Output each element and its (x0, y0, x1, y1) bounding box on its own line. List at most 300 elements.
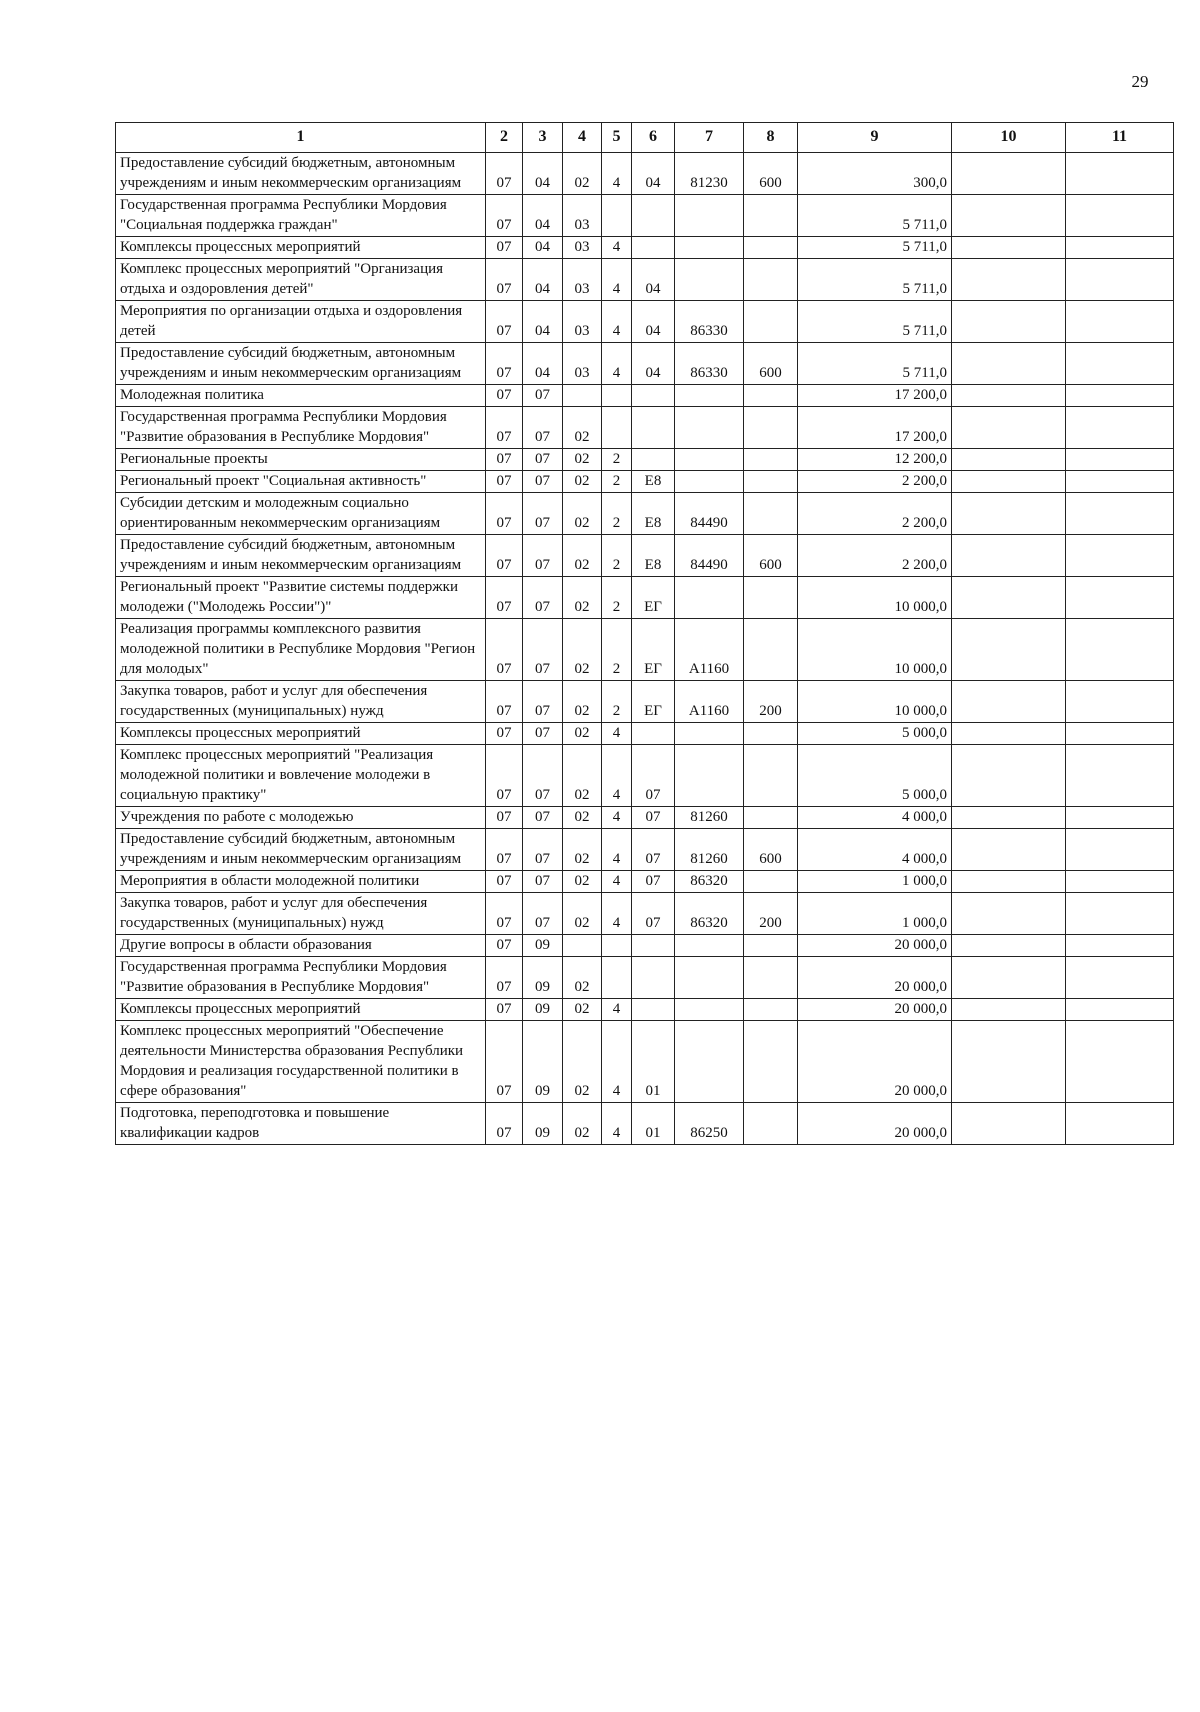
amount-cell: 10 000,0 (798, 577, 952, 619)
amount-cell: 10 000,0 (798, 681, 952, 723)
column-10-cell (952, 195, 1066, 237)
subsection-code-cell: 07 (523, 807, 563, 829)
program-code-cell: 02 (563, 449, 602, 471)
program-type-cell: 2 (602, 619, 632, 681)
column-10-cell (952, 935, 1066, 957)
expense-type-cell (744, 471, 798, 493)
amount-cell: 20 000,0 (798, 1021, 952, 1103)
column-header: 1 (116, 123, 486, 153)
expense-type-cell (744, 385, 798, 407)
table-row (116, 999, 1174, 1021)
direction-code-cell: 84490 (675, 493, 744, 535)
column-11-cell (1066, 807, 1174, 829)
column-header: 11 (1066, 123, 1174, 153)
amount-cell: 5 711,0 (798, 343, 952, 385)
section-code-cell: 07 (486, 935, 523, 957)
subsection-code-cell: 09 (523, 935, 563, 957)
table-row (116, 385, 1174, 407)
direction-code-cell: 86320 (675, 893, 744, 935)
direction-code-cell: А1160 (675, 681, 744, 723)
direction-code-cell: 86250 (675, 1103, 744, 1145)
program-code-cell: 02 (563, 893, 602, 935)
column-11-cell (1066, 259, 1174, 301)
section-code-cell: 07 (486, 871, 523, 893)
direction-code-cell (675, 195, 744, 237)
column-10-cell (952, 153, 1066, 195)
expense-type-cell (744, 301, 798, 343)
subsection-code-cell: 07 (523, 471, 563, 493)
subprogram-code-cell: 04 (632, 153, 675, 195)
subsection-code-cell: 04 (523, 153, 563, 195)
subsection-code-cell: 07 (523, 745, 563, 807)
program-type-cell: 4 (602, 829, 632, 871)
amount-cell: 20 000,0 (798, 935, 952, 957)
section-code-cell: 07 (486, 493, 523, 535)
subsection-code-cell: 09 (523, 999, 563, 1021)
section-code-cell: 07 (486, 619, 523, 681)
section-code-cell: 07 (486, 153, 523, 195)
table-row (116, 681, 1174, 723)
table-body (116, 153, 1174, 1145)
subprogram-code-cell: 04 (632, 301, 675, 343)
program-type-cell: 4 (602, 301, 632, 343)
amount-cell: 5 000,0 (798, 745, 952, 807)
program-code-cell: 02 (563, 829, 602, 871)
column-11-cell (1066, 153, 1174, 195)
table-row (116, 893, 1174, 935)
subprogram-code-cell (632, 723, 675, 745)
row-name-cell: Мероприятия по организации отдыха и оздоровления детей (116, 301, 486, 343)
expense-type-cell: 600 (744, 535, 798, 577)
program-type-cell: 2 (602, 535, 632, 577)
column-11-cell (1066, 893, 1174, 935)
program-type-cell: 2 (602, 681, 632, 723)
column-11-cell (1066, 385, 1174, 407)
program-code-cell: 03 (563, 259, 602, 301)
expense-type-cell (744, 745, 798, 807)
row-name-cell: Закупка товаров, работ и услуг для обеспечения государственных (муниципальных) нужд (116, 893, 486, 935)
row-name-cell: Комплекс процессных мероприятий "Обеспечение деятельности Министерства образования Республики Мордовия и реализация государственной политики в сфере образования" (116, 1021, 486, 1103)
program-type-cell: 4 (602, 259, 632, 301)
program-code-cell: 02 (563, 471, 602, 493)
column-11-cell (1066, 999, 1174, 1021)
subsection-code-cell: 09 (523, 1021, 563, 1103)
amount-cell: 17 200,0 (798, 385, 952, 407)
column-11-cell (1066, 237, 1174, 259)
subprogram-code-cell (632, 957, 675, 999)
subprogram-code-cell (632, 449, 675, 471)
amount-cell: 4 000,0 (798, 807, 952, 829)
subprogram-code-cell: ЕГ (632, 619, 675, 681)
subsection-code-cell: 04 (523, 237, 563, 259)
subprogram-code-cell: ЕГ (632, 681, 675, 723)
subprogram-code-cell: 07 (632, 893, 675, 935)
direction-code-cell: 84490 (675, 535, 744, 577)
row-name-cell: Реализация программы комплексного развития молодежной политики в Республике Мордовия "Регион для молодых" (116, 619, 486, 681)
amount-cell: 1 000,0 (798, 893, 952, 935)
expense-type-cell: 600 (744, 829, 798, 871)
direction-code-cell (675, 471, 744, 493)
column-11-cell (1066, 343, 1174, 385)
table-row (116, 153, 1174, 195)
section-code-cell: 07 (486, 999, 523, 1021)
subsection-code-cell: 04 (523, 259, 563, 301)
column-11-cell (1066, 619, 1174, 681)
row-name-cell: Региональные проекты (116, 449, 486, 471)
amount-cell: 17 200,0 (798, 407, 952, 449)
column-11-cell (1066, 1021, 1174, 1103)
program-type-cell: 4 (602, 1103, 632, 1145)
column-10-cell (952, 957, 1066, 999)
section-code-cell: 07 (486, 829, 523, 871)
subsection-code-cell: 09 (523, 957, 563, 999)
direction-code-cell (675, 385, 744, 407)
column-10-cell (952, 1103, 1066, 1145)
direction-code-cell: 86330 (675, 343, 744, 385)
subprogram-code-cell: ЕГ (632, 577, 675, 619)
amount-cell: 5 711,0 (798, 259, 952, 301)
program-code-cell: 02 (563, 745, 602, 807)
column-10-cell (952, 871, 1066, 893)
section-code-cell: 07 (486, 301, 523, 343)
amount-cell: 1 000,0 (798, 871, 952, 893)
row-name-cell: Предоставление субсидий бюджетным, автономным учреждениям и иным некоммерческим организациям (116, 343, 486, 385)
program-code-cell (563, 935, 602, 957)
amount-cell: 5 711,0 (798, 237, 952, 259)
amount-cell: 2 200,0 (798, 471, 952, 493)
expense-type-cell: 200 (744, 681, 798, 723)
row-name-cell: Региональный проект "Развитие системы поддержки молодежи ("Молодежь России")" (116, 577, 486, 619)
program-code-cell: 02 (563, 871, 602, 893)
section-code-cell: 07 (486, 385, 523, 407)
subprogram-code-cell (632, 407, 675, 449)
column-11-cell (1066, 471, 1174, 493)
subsection-code-cell: 07 (523, 893, 563, 935)
program-code-cell: 02 (563, 493, 602, 535)
column-11-cell (1066, 407, 1174, 449)
column-10-cell (952, 723, 1066, 745)
amount-cell: 20 000,0 (798, 957, 952, 999)
expense-type-cell (744, 449, 798, 471)
subsection-code-cell: 07 (523, 577, 563, 619)
amount-cell: 5 711,0 (798, 195, 952, 237)
column-10-cell (952, 535, 1066, 577)
program-type-cell (602, 385, 632, 407)
column-header: 2 (486, 123, 523, 153)
program-type-cell: 4 (602, 343, 632, 385)
table-row (116, 471, 1174, 493)
subprogram-code-cell: 04 (632, 259, 675, 301)
subsection-code-cell: 07 (523, 829, 563, 871)
row-name-cell: Учреждения по работе с молодежью (116, 807, 486, 829)
program-type-cell: 2 (602, 493, 632, 535)
direction-code-cell (675, 449, 744, 471)
subsection-code-cell: 07 (523, 681, 563, 723)
column-header: 8 (744, 123, 798, 153)
subsection-code-cell: 04 (523, 195, 563, 237)
section-code-cell: 07 (486, 957, 523, 999)
row-name-cell: Другие вопросы в области образования (116, 935, 486, 957)
section-code-cell: 07 (486, 1103, 523, 1145)
subprogram-code-cell: 04 (632, 343, 675, 385)
column-10-cell (952, 681, 1066, 723)
table-row (116, 619, 1174, 681)
program-code-cell: 02 (563, 807, 602, 829)
program-type-cell: 4 (602, 807, 632, 829)
subsection-code-cell: 07 (523, 493, 563, 535)
program-code-cell: 02 (563, 681, 602, 723)
row-name-cell: Комплекс процессных мероприятий "Реализация молодежной политики и вовлечение молодежи в социальную практику" (116, 745, 486, 807)
row-name-cell: Молодежная политика (116, 385, 486, 407)
program-code-cell: 02 (563, 407, 602, 449)
row-name-cell: Комплексы процессных мероприятий (116, 723, 486, 745)
direction-code-cell (675, 723, 744, 745)
table-row (116, 535, 1174, 577)
table-row (116, 301, 1174, 343)
column-10-cell (952, 237, 1066, 259)
row-name-cell: Комплексы процессных мероприятий (116, 237, 486, 259)
expense-type-cell: 600 (744, 153, 798, 195)
expense-type-cell (744, 259, 798, 301)
expense-type-cell (744, 1103, 798, 1145)
direction-code-cell: А1160 (675, 619, 744, 681)
column-10-cell (952, 999, 1066, 1021)
direction-code-cell (675, 935, 744, 957)
expense-type-cell (744, 195, 798, 237)
program-type-cell: 4 (602, 999, 632, 1021)
section-code-cell: 07 (486, 807, 523, 829)
amount-cell: 4 000,0 (798, 829, 952, 871)
direction-code-cell (675, 957, 744, 999)
column-header: 9 (798, 123, 952, 153)
program-type-cell: 4 (602, 893, 632, 935)
program-code-cell: 03 (563, 195, 602, 237)
row-name-cell: Государственная программа Республики Мордовия "Развитие образования в Республике Мордовия" (116, 407, 486, 449)
expense-type-cell: 600 (744, 343, 798, 385)
expense-type-cell (744, 935, 798, 957)
column-11-cell (1066, 1103, 1174, 1145)
column-10-cell (952, 1021, 1066, 1103)
program-type-cell: 4 (602, 237, 632, 259)
expense-type-cell (744, 237, 798, 259)
program-type-cell: 4 (602, 871, 632, 893)
column-10-cell (952, 385, 1066, 407)
subprogram-code-cell: E8 (632, 493, 675, 535)
program-type-cell (602, 957, 632, 999)
program-code-cell: 02 (563, 153, 602, 195)
section-code-cell: 07 (486, 893, 523, 935)
program-type-cell (602, 195, 632, 237)
expense-type-cell (744, 407, 798, 449)
row-name-cell: Субсидии детским и молодежным социально ориентированным некоммерческим организациям (116, 493, 486, 535)
program-type-cell: 4 (602, 153, 632, 195)
direction-code-cell (675, 999, 744, 1021)
program-code-cell: 02 (563, 1103, 602, 1145)
subsection-code-cell: 07 (523, 449, 563, 471)
row-name-cell: Подготовка, переподготовка и повышение квалификации кадров (116, 1103, 486, 1145)
row-name-cell: Государственная программа Республики Мордовия "Развитие образования в Республике Мордовия" (116, 957, 486, 999)
direction-code-cell: 81260 (675, 829, 744, 871)
program-type-cell (602, 935, 632, 957)
expense-type-cell: 200 (744, 893, 798, 935)
subsection-code-cell: 07 (523, 619, 563, 681)
subprogram-code-cell: 07 (632, 829, 675, 871)
program-code-cell: 03 (563, 237, 602, 259)
program-type-cell: 4 (602, 745, 632, 807)
column-header: 5 (602, 123, 632, 153)
table-row (116, 871, 1174, 893)
amount-cell: 20 000,0 (798, 1103, 952, 1145)
amount-cell: 5 000,0 (798, 723, 952, 745)
expense-type-cell (744, 577, 798, 619)
direction-code-cell (675, 577, 744, 619)
subprogram-code-cell: 01 (632, 1021, 675, 1103)
program-code-cell: 02 (563, 1021, 602, 1103)
expense-type-cell (744, 999, 798, 1021)
program-type-cell: 2 (602, 449, 632, 471)
page-number: 29 (1131, 72, 1149, 91)
section-code-cell: 07 (486, 681, 523, 723)
row-name-cell: Закупка товаров, работ и услуг для обеспечения государственных (муниципальных) нужд (116, 681, 486, 723)
direction-code-cell: 81260 (675, 807, 744, 829)
column-header: 6 (632, 123, 675, 153)
section-code-cell: 07 (486, 577, 523, 619)
column-11-cell (1066, 745, 1174, 807)
section-code-cell: 07 (486, 343, 523, 385)
expense-type-cell (744, 619, 798, 681)
expense-type-cell (744, 493, 798, 535)
column-10-cell (952, 893, 1066, 935)
column-11-cell (1066, 957, 1174, 999)
section-code-cell: 07 (486, 449, 523, 471)
expense-type-cell (744, 871, 798, 893)
subsection-code-cell: 07 (523, 407, 563, 449)
amount-cell: 12 200,0 (798, 449, 952, 471)
table-row (116, 195, 1174, 237)
amount-cell: 20 000,0 (798, 999, 952, 1021)
section-code-cell: 07 (486, 195, 523, 237)
row-name-cell: Предоставление субсидий бюджетным, автономным учреждениям и иным некоммерческим организациям (116, 535, 486, 577)
expense-type-cell (744, 723, 798, 745)
row-name-cell: Комплексы процессных мероприятий (116, 999, 486, 1021)
subprogram-code-cell (632, 385, 675, 407)
column-11-cell (1066, 723, 1174, 745)
program-type-cell: 4 (602, 1021, 632, 1103)
program-code-cell: 02 (563, 957, 602, 999)
direction-code-cell: 86320 (675, 871, 744, 893)
subsection-code-cell: 07 (523, 535, 563, 577)
direction-code-cell (675, 237, 744, 259)
column-header: 10 (952, 123, 1066, 153)
subprogram-code-cell: E8 (632, 471, 675, 493)
direction-code-cell (675, 407, 744, 449)
table-row (116, 745, 1174, 807)
amount-cell: 10 000,0 (798, 619, 952, 681)
section-code-cell: 07 (486, 1021, 523, 1103)
column-11-cell (1066, 681, 1174, 723)
column-11-cell (1066, 535, 1174, 577)
direction-code-cell: 81230 (675, 153, 744, 195)
direction-code-cell (675, 259, 744, 301)
row-name-cell: Предоставление субсидий бюджетным, автономным учреждениям и иным некоммерческим организациям (116, 153, 486, 195)
subsection-code-cell: 07 (523, 385, 563, 407)
table-header-row (116, 123, 1174, 153)
section-code-cell: 07 (486, 535, 523, 577)
amount-cell: 2 200,0 (798, 535, 952, 577)
table-row (116, 829, 1174, 871)
table-row (116, 1103, 1174, 1145)
program-code-cell: 02 (563, 577, 602, 619)
column-11-cell (1066, 871, 1174, 893)
column-10-cell (952, 301, 1066, 343)
row-name-cell: Комплекс процессных мероприятий "Организация отдыха и оздоровления детей" (116, 259, 486, 301)
column-10-cell (952, 619, 1066, 681)
program-type-cell: 4 (602, 723, 632, 745)
subprogram-code-cell: E8 (632, 535, 675, 577)
column-11-cell (1066, 449, 1174, 471)
subprogram-code-cell: 07 (632, 871, 675, 893)
column-10-cell (952, 493, 1066, 535)
column-10-cell (952, 577, 1066, 619)
row-name-cell: Государственная программа Республики Мордовия "Социальная поддержка граждан" (116, 195, 486, 237)
program-code-cell: 02 (563, 723, 602, 745)
subprogram-code-cell (632, 935, 675, 957)
table-row (116, 343, 1174, 385)
program-type-cell: 2 (602, 577, 632, 619)
column-11-cell (1066, 195, 1174, 237)
direction-code-cell (675, 1021, 744, 1103)
column-11-cell (1066, 577, 1174, 619)
section-code-cell: 07 (486, 407, 523, 449)
column-header: 7 (675, 123, 744, 153)
row-name-cell: Предоставление субсидий бюджетным, автономным учреждениям и иным некоммерческим организациям (116, 829, 486, 871)
column-11-cell (1066, 829, 1174, 871)
column-10-cell (952, 407, 1066, 449)
table-row (116, 1021, 1174, 1103)
subsection-code-cell: 04 (523, 343, 563, 385)
table-row (116, 259, 1174, 301)
amount-cell: 300,0 (798, 153, 952, 195)
expense-type-cell (744, 1021, 798, 1103)
section-code-cell: 07 (486, 723, 523, 745)
column-10-cell (952, 259, 1066, 301)
program-code-cell (563, 385, 602, 407)
column-10-cell (952, 807, 1066, 829)
column-header: 3 (523, 123, 563, 153)
subsection-code-cell: 07 (523, 723, 563, 745)
table-row (116, 493, 1174, 535)
program-code-cell: 02 (563, 999, 602, 1021)
row-name-cell: Региональный проект "Социальная активность" (116, 471, 486, 493)
column-10-cell (952, 343, 1066, 385)
direction-code-cell (675, 745, 744, 807)
column-11-cell (1066, 935, 1174, 957)
program-code-cell: 03 (563, 343, 602, 385)
program-code-cell: 02 (563, 619, 602, 681)
column-10-cell (952, 745, 1066, 807)
program-code-cell: 03 (563, 301, 602, 343)
subprogram-code-cell: 07 (632, 807, 675, 829)
section-code-cell: 07 (486, 237, 523, 259)
section-code-cell: 07 (486, 745, 523, 807)
table-row (116, 723, 1174, 745)
subprogram-code-cell (632, 195, 675, 237)
subprogram-code-cell: 07 (632, 745, 675, 807)
expense-type-cell (744, 807, 798, 829)
program-type-cell: 2 (602, 471, 632, 493)
table-row (116, 237, 1174, 259)
column-header: 4 (563, 123, 602, 153)
